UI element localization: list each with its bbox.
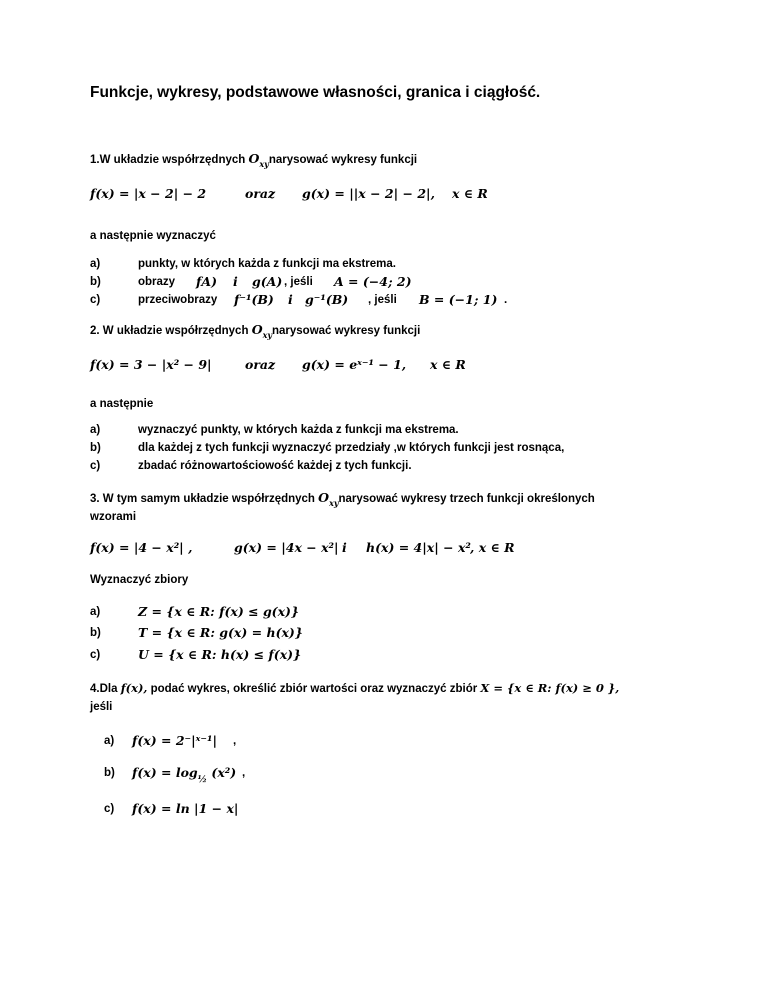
problem-4-b-formula [132, 765, 237, 785]
problem-1-b-fA: fA) [196, 274, 217, 289]
problem-3-f-formula: f(x) = |4 − x²| , [90, 540, 193, 555]
problem-1-b-label: b) [90, 276, 101, 288]
problem-1-b-set: A = (−4; 2) [334, 274, 412, 289]
problem-1-b-i: i [233, 274, 238, 289]
problem-1-c-label: c) [90, 294, 101, 306]
problem-1-a-text: punkty, w których każda z funkcji ma ekstrema. [138, 258, 396, 270]
problem-4-a-end: , [233, 735, 237, 747]
oxy-sub: xy [262, 330, 272, 340]
problem-1-oxy [248, 151, 269, 169]
problem-3-a-set: Z = {x ∈ R: f(x) ≤ g(x)} [138, 604, 299, 619]
problem-3-g-formula: g(x) = |4x − x²| [234, 540, 339, 555]
problem-3-sets-heading: Wyznaczyć zbiory [90, 574, 189, 586]
problem-4-intro [90, 681, 619, 695]
problem-2-g-formula: g(x) = eˣ⁻¹ − 1, [302, 357, 407, 372]
problem-1-oraz: oraz [245, 186, 276, 201]
problem-4-c-label: c) [104, 803, 115, 815]
problem-1-c-text: przeciwobrazy [138, 294, 218, 306]
problem-3-intro [90, 490, 595, 508]
problem-3-a-label: a) [90, 606, 101, 618]
problem-1-then: a następnie wyznaczyć [90, 230, 216, 242]
problem-2-f-formula: f(x) = 3 − |x² − 9| [90, 357, 212, 372]
problem-2-then: a następnie [90, 398, 154, 410]
problem-2-intro-text-2: narysować wykresy funkcji [272, 325, 421, 337]
problem-2-b-text: dla każdej z tych funkcji wyznaczyć przedziały ,w których funkcji jest rosnąca, [138, 442, 565, 454]
problem-3-intro-wzorami: wzorami [90, 511, 137, 523]
problem-3-c-label: c) [90, 649, 101, 661]
problem-3-b-set: T = {x ∈ R: g(x) = h(x)} [138, 625, 303, 640]
problem-1-b-gA: g(A) [252, 274, 283, 289]
problem-4-b-end: , [242, 767, 246, 779]
problem-3-intro-text-2: narysować wykresy trzech funkcji określonych [338, 493, 595, 505]
problem-4-set: X = {x ∈ R: f(x) ≥ 0 }, [480, 681, 620, 695]
problem-1-c-set: B = (−1; 1) [419, 292, 498, 307]
problem-2-intro [90, 322, 421, 340]
problem-4-a-label: a) [104, 735, 115, 747]
problem-4-intro-jesli: jeśli [90, 701, 113, 713]
oxy-letter: O [251, 322, 263, 337]
problem-3-h-formula: h(x) = 4|x| − x² [366, 540, 471, 555]
problem-1-c-i: i [288, 292, 293, 307]
oxy-letter: O [248, 151, 260, 166]
problem-3-i: i [342, 540, 347, 555]
problem-4-c-formula: f(x) = ln |1 − x| [132, 801, 239, 816]
problem-3-b-label: b) [90, 627, 101, 639]
problem-3-intro-text: 3. W tym samym układzie współrzędnych [90, 493, 315, 505]
problem-3-c-set: U = {x ∈ R: h(x) ≤ f(x)} [138, 647, 302, 662]
problem-1-intro-text-2: narysować wykresy funkcji [268, 154, 418, 166]
problem-2-c-text: zbadać różnowartościowość każdej z tych funkcji. [138, 460, 412, 472]
problem-4-a-formula: f(x) = 2⁻|ˣ⁻¹| [132, 733, 217, 748]
problem-4-b-base: ½ [197, 775, 208, 785]
problem-1-intro-text: 1.W układzie współrzędnych [90, 154, 246, 166]
page-title: Funkcje, wykresy, podstawowe własności, granica i ciągłość. [90, 84, 541, 101]
problem-4-b-arg: (x²) [211, 765, 237, 780]
problem-2-domain: x ∈ R [430, 357, 466, 372]
problem-4-b-label: b) [104, 767, 115, 779]
problem-4-intro-text-2: podać wykres, określić zbiór wartości oraz wyznaczyć zbiór [150, 683, 478, 695]
problem-1-c-end: . [504, 294, 508, 306]
problem-1-f-formula: f(x) = |x − 2| − 2 [90, 186, 207, 201]
problem-1-a-label: a) [90, 258, 101, 270]
problem-4-intro-text: 4.Dla [90, 683, 118, 695]
problem-2-oraz: oraz [245, 357, 276, 372]
problem-1-domain: x ∈ R [452, 186, 488, 201]
oxy-sub: xy [259, 159, 269, 169]
problem-2-a-text: wyznaczyć punkty, w których każda z funkcji ma ekstrema. [138, 424, 459, 436]
problem-4-b-log: f(x) = log [132, 765, 198, 780]
problem-1-g-formula: g(x) = ||x − 2| − 2|, [302, 186, 435, 201]
problem-1-b-if: , jeśli [284, 276, 313, 288]
problem-1-c-ginv: g⁻¹(B) [305, 292, 349, 307]
problem-1-b-text: obrazy [138, 276, 176, 288]
problem-2-b-label: b) [90, 442, 101, 454]
problem-3-oxy [318, 490, 339, 508]
oxy-letter: O [318, 490, 330, 505]
problem-2-c-label: c) [90, 460, 101, 472]
problem-2-intro-text: 2. W układzie współrzędnych [90, 325, 249, 337]
problem-1-c-if: , jeśli [368, 294, 397, 306]
problem-2-a-label: a) [90, 424, 101, 436]
problem-1-c-finv: f⁻¹(B) [234, 292, 274, 307]
problem-3-domain: , x ∈ R [470, 540, 515, 555]
problem-4-fx: f(x), [120, 681, 148, 695]
problem-2-oxy [251, 322, 272, 340]
oxy-sub: xy [329, 498, 339, 508]
problem-1-intro [90, 151, 418, 169]
